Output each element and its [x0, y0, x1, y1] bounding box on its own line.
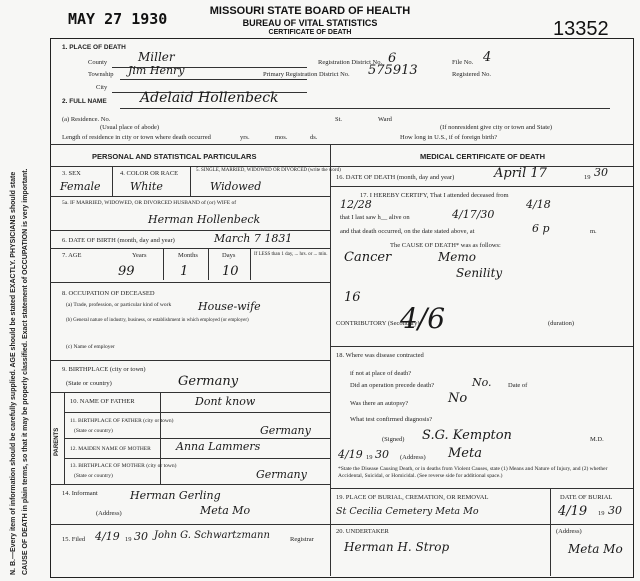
- death-time-value: 6 p: [532, 222, 550, 235]
- cause-value-3: Senility: [456, 266, 503, 280]
- registrar-label: Registrar: [290, 536, 314, 543]
- signed-date-value: 4/19: [338, 448, 363, 461]
- cause-label: The CAUSE OF DEATH* was as follows:: [390, 242, 501, 249]
- signed-year-value: 30: [375, 448, 389, 461]
- undertaker-address-label: (Address): [556, 528, 582, 535]
- received-stamp: MAY 27 1930: [68, 10, 168, 28]
- dob-value: March 7 1831: [214, 232, 293, 245]
- age-label: 7. AGE: [62, 252, 82, 259]
- dod-year-prefix: 19: [584, 174, 591, 181]
- test-label: What test confirmed diagnosis?: [350, 416, 433, 423]
- primary-district-label: Primary Registration District No.: [263, 71, 350, 78]
- informant-value: Herman Gerling: [130, 489, 221, 502]
- father-birthplace-value: Germany: [260, 424, 311, 437]
- registered-no-label: Registered No.: [452, 71, 491, 78]
- father-label: 10. NAME OF FATHER: [70, 398, 135, 405]
- filed-date-value: 4/19: [95, 530, 120, 543]
- certificate-number: 13352: [553, 18, 609, 40]
- operation-label: Did an operation precede death?: [350, 382, 435, 389]
- sex-label: 3. SEX: [62, 170, 81, 177]
- st-label: St.: [335, 116, 343, 123]
- filed-year-prefix: 19: [125, 536, 132, 543]
- city-label: City: [96, 84, 108, 91]
- mos-label: mos.: [275, 134, 288, 141]
- occupation-value: House-wife: [198, 300, 261, 313]
- cause-value-2: Memo: [438, 250, 476, 264]
- dod-year-value: 30: [594, 166, 608, 179]
- birthplace-state-label: (State or country): [66, 380, 112, 387]
- father-birthplace-label: 11. BIRTHPLACE OF FATHER (city or town): [70, 418, 174, 424]
- dob-label: 6. DATE OF BIRTH (month, day and year): [62, 237, 175, 244]
- certify-label: 17. I HEREBY CERTIFY, That I attended deceased from: [360, 192, 509, 199]
- m-label: m.: [590, 228, 597, 235]
- full-name-label: 2. FULL NAME: [62, 98, 107, 105]
- medical-heading: MEDICAL CERTIFICATE OF DEATH: [420, 152, 545, 161]
- months-label: Months: [178, 252, 198, 259]
- md-label: M.D.: [590, 436, 604, 443]
- autopsy-value: No: [448, 391, 468, 406]
- place-of-death-label: 1. PLACE OF DEATH: [62, 44, 126, 51]
- signed-label: (Signed): [382, 436, 405, 443]
- mother-birthplace-value: Germany: [256, 468, 307, 481]
- side-note-1: N. B.—Every item of information should be carefully supplied. AGE should be stated EXACTLY. PHYSICIANS should state: [10, 171, 17, 575]
- father-value: Dont know: [195, 395, 256, 408]
- days-label: Days: [222, 252, 236, 259]
- yrs-label: yrs.: [240, 134, 250, 141]
- death-occurred-label: and that death occurred, on the date stated above, at: [340, 228, 475, 235]
- footnote-text: *State the Disease Causing Death, or in deaths from Violent Causes, state (1) Means and Nature of Injury, and (2) whether Accidental, Suicidal, or Homicidal. (See reverse side for additional space.): [338, 466, 608, 479]
- burial-date-label: DATE OF BURIAL: [560, 494, 613, 501]
- ward-label: Ward: [378, 116, 392, 123]
- length-residence-label: Length of residence in city or town where death occurred: [62, 134, 211, 141]
- undertaker-label: 20. UNDERTAKER: [336, 528, 389, 535]
- reg-district-value: 6: [388, 51, 397, 66]
- sex-value: Female: [60, 180, 101, 193]
- dod-label: 16. DATE OF DEATH (month, day and year): [336, 174, 455, 181]
- occupation-b-label: (b) General nature of industry, business, or establishment in which employed (or employer): [66, 318, 249, 323]
- contributory-mark: 4/6: [400, 302, 446, 335]
- color-value: White: [130, 180, 163, 193]
- occupation-label: 8. OCCUPATION OF DECEASED: [62, 290, 155, 297]
- age-years-value: 99: [118, 264, 135, 279]
- side-note-2: CAUSE OF DEATH in plain terms, so that it may be properly classified. Exact statement of OCCUPATION is very important.: [22, 168, 29, 575]
- footnote: [338, 466, 628, 480]
- informant-address-value: Meta Mo: [200, 504, 251, 517]
- medical-address-label: (Address): [400, 454, 426, 461]
- filed-label: 15. Filed: [62, 536, 86, 543]
- usual-abode: (Usual place of abode): [100, 124, 160, 131]
- duration-label: (duration): [548, 320, 574, 327]
- bureau-title: BUREAU OF VITAL STATISTICS: [242, 18, 378, 28]
- color-label: 4. COLOR OR RACE: [120, 170, 179, 177]
- file-no-label: File No.: [452, 59, 474, 66]
- marital-value: Widowed: [210, 180, 262, 193]
- undertaker-address-value: Meta Mo: [568, 542, 623, 556]
- how-long-label: How long in U.S., if of foreign birth?: [400, 134, 498, 141]
- attended-to-value: 4/18: [526, 198, 551, 211]
- occupation-c-label: (c) Name of employer: [66, 344, 115, 350]
- burial-date-value: 4/19: [558, 504, 588, 519]
- township-value: Jim Henry: [128, 64, 185, 77]
- ds-label: ds.: [310, 134, 318, 141]
- signed-value: S.G. Kempton: [422, 428, 512, 443]
- last-saw-label: that I last saw h__ alive on: [340, 214, 410, 221]
- parents-label: PARENTS: [54, 427, 60, 456]
- birthplace-value: Germany: [178, 374, 239, 389]
- last-saw-value: 4/17/30: [452, 208, 495, 221]
- birthplace-label: 9. BIRTHPLACE (city or town): [62, 366, 146, 373]
- dod-value: April 17: [494, 166, 547, 181]
- marital-label: 5. SINGLE, MARRIED, WIDOWED OR DIVORCED (write the word): [196, 168, 341, 173]
- autopsy-label: Was there an autopsy?: [350, 400, 409, 407]
- personal-heading: PERSONAL AND STATISTICAL PARTICULARS: [92, 152, 257, 161]
- county-value: Miller: [138, 50, 175, 64]
- spouse-value: Herman Hollenbeck: [148, 213, 261, 226]
- file-no-value: 4: [483, 50, 492, 65]
- full-name-value: Adelaid Hollenbeck: [140, 90, 279, 106]
- burial-place-value: St Cecilia Cemetery Meta Mo: [336, 506, 479, 517]
- registrar-value: John G. Schwartzmann: [154, 530, 270, 541]
- less-than-label: If LESS than 1 day, ... hrs. or ... min.: [254, 252, 328, 257]
- primary-district-value: 575913: [368, 63, 418, 78]
- age-days-value: 10: [222, 264, 239, 279]
- residence-label: (a) Residence. No.: [62, 116, 111, 123]
- mother-value: Anna Lammers: [176, 440, 261, 453]
- years-label: Years: [132, 252, 147, 259]
- mother-label: 12. MAIDEN NAME OF MOTHER: [70, 446, 151, 452]
- board-title: MISSOURI STATE BOARD OF HEALTH: [209, 5, 411, 17]
- contracted-label: 18. Where was disease contracted: [336, 352, 424, 359]
- operation-value: No.: [472, 376, 492, 389]
- informant-address-label: (Address): [96, 510, 122, 517]
- mother-birthplace-label: 13. BIRTHPLACE OF MOTHER (city or town): [70, 463, 177, 469]
- not-at-place-label: if not at place of death?: [350, 370, 412, 377]
- cause-value: Cancer: [344, 250, 392, 265]
- attended-from-value: 12/28: [340, 198, 372, 211]
- age-months-value: 1: [180, 264, 189, 279]
- reg-district-label: Registration District No.: [318, 59, 383, 66]
- duration-value: 16: [344, 290, 361, 305]
- spouse-label: 5a. IF MARRIED, WIDOWED, OR DIVORCED HUSBAND of (or) WIFE of: [62, 200, 237, 206]
- date-of-label: Date of: [508, 382, 528, 389]
- undertaker-value: Herman H. Strop: [344, 540, 450, 554]
- certificate-title: CERTIFICATE OF DEATH: [268, 29, 352, 36]
- burial-label: 19. PLACE OF BURIAL, CREMATION, OR REMOVAL: [336, 494, 489, 501]
- burial-year-value: 30: [608, 504, 622, 517]
- informant-label: 14. Informant: [62, 490, 98, 497]
- filed-year-value: 30: [134, 530, 148, 543]
- county-label: County: [88, 59, 108, 66]
- mother-state-label: (State or country): [74, 473, 113, 479]
- contributory-label: CONTRIBUTORY (Secondary): [336, 320, 420, 327]
- medical-address-value: Meta: [448, 446, 482, 461]
- township-label: Township: [88, 71, 114, 78]
- father-state-label: (State or country): [74, 428, 113, 434]
- signed-year-prefix: 19: [366, 454, 373, 461]
- occupation-a-label: (a) Trade, profession, or particular kind of work: [66, 302, 172, 308]
- nonres-note: (If nonresident give city or town and State): [440, 124, 553, 131]
- burial-year-prefix: 19: [598, 510, 605, 517]
